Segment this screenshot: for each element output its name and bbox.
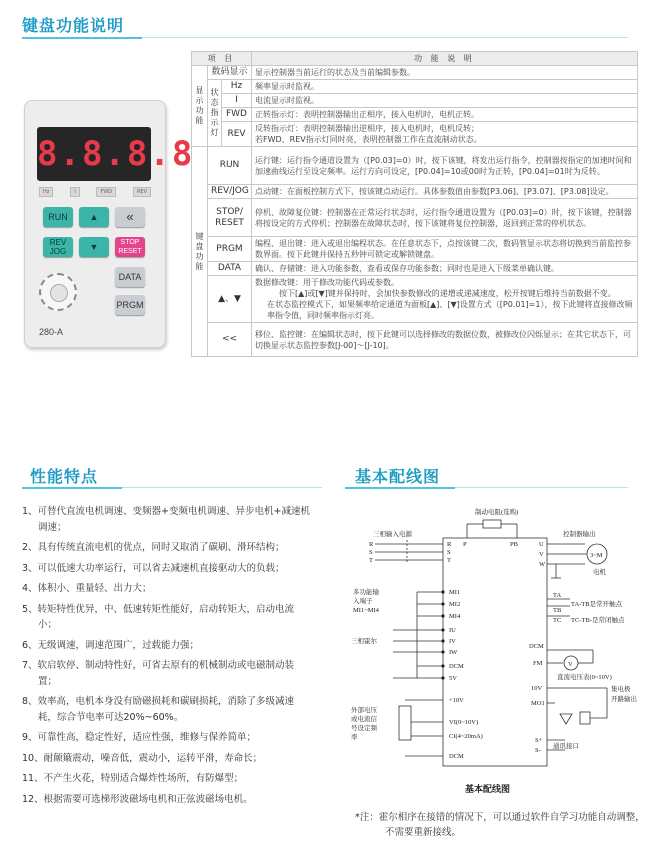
row-key: DATA xyxy=(208,262,252,276)
keypad-section-title: 键盘功能说明 xyxy=(22,16,125,35)
rev-jog-label-1: REV xyxy=(49,238,67,247)
open-collector-label-1: 集电极 xyxy=(611,686,631,693)
input-r-label: R xyxy=(369,541,374,548)
led-rev: REV xyxy=(133,187,151,197)
row-desc-line-2: 按下[▲]或[▼]键并保持时，会加快参数修改的递增或递减速度，松开按键后维持当前数据不变。 xyxy=(279,289,616,298)
terminal-gnd-dcm-label: DCM xyxy=(449,753,464,760)
list-item: 12、根据需要可选梯形波磁场电机和正弦波磁场电机。 xyxy=(22,793,253,805)
table-row xyxy=(192,199,638,237)
terminal-s-plus-label: S+ xyxy=(535,737,543,744)
ext-signal-label-4: 率 xyxy=(351,734,358,741)
table-row xyxy=(192,108,638,122)
data-button[interactable]: DATA xyxy=(115,267,145,287)
controller-body xyxy=(443,538,547,766)
row-desc: 确认、存储键：进入功能参数，查看或保存功能参数；同时也是进入下级菜单确认键。 xyxy=(252,262,638,276)
rev-jog-button[interactable] xyxy=(43,237,73,257)
row-desc: 停机、故障复位键：控制器在正常运行状态时，运行指令通道设置为（[P0.03]=0）时，按下该键，控制器将按设定的方式停机；控制器在故障状态时，按下该键将复位控制器，返回到正常的停机状态。 xyxy=(252,199,638,237)
terminal-dcm-out-label: DCM xyxy=(529,643,544,650)
row-key: RUN xyxy=(208,147,252,185)
group-keys: 键盘功能 xyxy=(192,147,208,357)
hall-label: 三相霍尔 xyxy=(351,638,377,645)
group-status: 状态指示灯 xyxy=(208,80,222,147)
brake-resistor-label: 制动电阻(选购) xyxy=(475,509,519,516)
terminal-iu-label: IU xyxy=(449,627,456,634)
header-item: 项 目 xyxy=(192,52,252,66)
terminal-r-label: R xyxy=(447,541,452,548)
knob-center xyxy=(50,284,68,302)
row-key: PRGM xyxy=(208,237,252,262)
terminal-iu xyxy=(441,628,444,631)
terminal-iv xyxy=(441,639,444,642)
list-item: 9、可靠性高，稳定性好，适应性强，维修与保养简单； xyxy=(22,732,257,743)
list-item: 5、转矩特性优异，中、低速转矩性能好，启动转矩大，启动电流小； xyxy=(22,603,295,630)
table-row xyxy=(192,276,638,323)
list-item: 2、具有传统直流电机的优点，同时又取消了碳刷、滑环结构； xyxy=(22,542,285,553)
terminal-vi-label: VI(0~10V) xyxy=(449,719,479,726)
terminal-mi4-label: MI4 xyxy=(449,613,461,620)
led-fwd: FWD xyxy=(96,187,116,197)
terminal-5v xyxy=(441,676,444,679)
table-row xyxy=(192,80,638,94)
terminal-pb-label: PB xyxy=(510,541,518,548)
diode-symbol xyxy=(560,714,572,724)
terminal-ta-label: TA xyxy=(553,592,562,599)
list-item: 6、无级调速，调速范围广，过载能力强； xyxy=(22,639,200,651)
terminal-fm-label: FM xyxy=(533,660,543,667)
voltmeter-label: V xyxy=(568,661,573,668)
open-collector-label-2: 开路输出 xyxy=(611,696,637,703)
terminal-ci-label: CI(4~20mA) xyxy=(449,733,483,740)
row-desc-line-1: 数据修改键：用于修改功能代码或参数。 xyxy=(255,278,399,287)
terminal-10v-label: 10V xyxy=(531,685,543,692)
list-item: 4、体积小、重量轻、出力大； xyxy=(22,583,152,594)
motor-symbol-label: 3~M xyxy=(590,552,603,559)
header-desc: 功 能 说 明 xyxy=(252,52,638,66)
multi-input-label-2: 入端子 xyxy=(353,598,373,605)
table-row xyxy=(192,147,638,185)
terminal-mi1 xyxy=(441,590,444,593)
keypad-section-rule xyxy=(22,37,142,39)
wiring-section-rule xyxy=(345,487,455,489)
wiring-caption: 基本配线图 xyxy=(465,785,511,795)
terminal-w-label: W xyxy=(539,561,546,568)
table-row xyxy=(192,237,638,262)
row-desc: 移位、监控键：在编辑状态时，按下此键可以选择修改的数据位数，被修改位闪烁显示；在其它状态下，可切换显示状态监控参数[J-00]～[J-10]。 xyxy=(252,323,638,357)
terminal-iw xyxy=(441,650,444,653)
motor-label: 电机 xyxy=(593,569,606,576)
wiring-section-title: 基本配线图 xyxy=(355,467,441,486)
terminal-s-minus-label: S- xyxy=(535,747,541,754)
ext-signal-label-3: 号设定频 xyxy=(351,725,377,732)
wiring-section-rule-ext xyxy=(455,487,628,488)
led-i: I xyxy=(70,187,79,197)
keypad-device xyxy=(24,100,195,348)
terminal-iw-label: IW xyxy=(449,649,458,656)
shift-button[interactable]: « xyxy=(115,207,145,227)
row-desc-line-2: 若FWD、REV指示灯同时亮，表明控制器工作在直流制动状态。 xyxy=(255,135,482,144)
row-desc xyxy=(252,276,638,323)
list-item: 1、可替代直流电机调速、变频器+变频电机调速、异步电机+减速机调速； xyxy=(22,506,310,533)
features-list xyxy=(22,504,312,812)
terminal-mi2-label: MI2 xyxy=(449,601,461,608)
brake-resistor xyxy=(483,520,501,528)
table-row xyxy=(192,323,638,357)
row-key: FWD xyxy=(222,108,252,122)
terminal-s-label: S xyxy=(447,549,451,556)
prgm-button[interactable]: PRGM xyxy=(115,295,145,315)
row-key: Hz xyxy=(222,80,252,94)
stop-label-2: RESET xyxy=(118,248,142,255)
terminal-dcm xyxy=(441,664,444,667)
table-row xyxy=(192,94,638,108)
ext-signal-label-2: 或电流信 xyxy=(351,716,377,723)
up-button[interactable]: ▲ xyxy=(79,207,109,227)
table-header-row xyxy=(192,52,638,66)
row-desc: 频率显示时监视。 xyxy=(252,80,638,94)
row-desc: 运行键：运行指令通道设置为（[P0.03]=0）时，按下该键，将发出运行指令，控制器按指定的加速时间和加速曲线运行至设定频率。运行方向可设定，[P0.04]=10或00时为正转，[P0.04]=01时为反转。 xyxy=(252,147,638,185)
input-t-label: T xyxy=(369,557,373,564)
multi-input-label-3: MI1~MI4 xyxy=(353,607,379,614)
row-desc: 编程、退出键：进入或退出编程状态。在任意状态下，点按该键二次，数码管显示状态将切换到当前监控参数界面。按下此键并保持五秒钟可锁定或解锁键盘。 xyxy=(252,237,638,262)
features-section-title: 性能特点 xyxy=(30,467,99,486)
row-desc: 正转指示灯：表明控制器输出正相序，接入电机时，电机正转。 xyxy=(252,108,638,122)
controller-output-label: 控制器输出 xyxy=(563,531,596,538)
wiring-diagram xyxy=(345,500,645,800)
ext-signal-label-1: 外部电压 xyxy=(351,707,377,714)
wiring-footnote: *注：霍尔相序在接错的情况下，可以通过软件自学习功能自动调整，不需要重新接线。 xyxy=(355,812,645,838)
terminal-mi4 xyxy=(441,614,444,617)
led-hz: Hz xyxy=(39,187,53,197)
list-item: 11、不产生火花，特别适合爆炸性场所，有防爆型； xyxy=(22,773,244,784)
row-desc xyxy=(252,122,638,147)
dc-meter-label: 直流电压表(0~10V) xyxy=(557,674,612,681)
row-desc: 点动键：在面板控制方式下，按该键点动运行。具体参数值由参数[P3.06]、[P3.07]、[P3.08]设定。 xyxy=(252,185,638,199)
status-led-row xyxy=(39,187,151,197)
list-item: 3、可以低速大功率运行，可以省去减速机直接驱动大的负载； xyxy=(22,562,285,574)
stop-label-1: STOP xyxy=(120,239,140,246)
potentiometer-knob[interactable] xyxy=(39,273,77,311)
features-section-rule xyxy=(22,487,122,489)
terminal-5v-label: 5V xyxy=(449,675,457,682)
row-desc-line-1: 反转指示灯：表明控制器输出逆相序，接入电机时，电机反转； xyxy=(255,124,479,133)
seven-segment-display: 8.8.8.8 xyxy=(37,127,151,181)
multi-input-label-1: 多功能输 xyxy=(353,589,379,596)
row-key: REV/JOG xyxy=(208,185,252,199)
table-row xyxy=(192,185,638,199)
run-button[interactable]: RUN xyxy=(43,207,73,227)
terminal-mi2 xyxy=(441,602,444,605)
table-row xyxy=(192,66,638,80)
row-key: STOP/ RESET xyxy=(208,199,252,237)
row-key: ▲、▼ xyxy=(208,276,252,323)
group-display: 显示功能 xyxy=(192,66,208,147)
ta-tb-note: TA-TB是常开触点 xyxy=(571,601,623,608)
terminal-tc-label: TC xyxy=(553,617,562,624)
terminal-plus10v-label: +10V xyxy=(449,697,464,704)
terminal-t-label: T xyxy=(447,557,451,564)
row-desc-line-3: 在状态监控模式下，如果频率给定通道为面板[▲]、[▼]设置方式（[P0.01]=1），按下此键将直接修改频率指令值，同时频率指示灯亮。 xyxy=(267,300,633,320)
down-button[interactable]: ▼ xyxy=(79,237,109,257)
row-key: 数码显示 xyxy=(208,66,252,80)
tc-tb-note: TC-TB-是常闭触点 xyxy=(571,617,625,624)
row-key: << xyxy=(208,323,252,357)
row-desc: 显示控制器当前运行的状态及当前编辑参数。 xyxy=(252,66,638,80)
comm-interface-label: 通讯接口 xyxy=(553,743,579,750)
key-function-table xyxy=(191,51,638,357)
table-row xyxy=(192,262,638,276)
table-row xyxy=(192,122,638,147)
list-item: 8、效率高，电机本身没有励磁损耗和碳刷损耗，消除了多级减速耗，综合节电率可达20%~60%。 xyxy=(22,696,295,723)
list-item: 7、软启软停、制动特性好，可省去原有的机械制动或电磁制动装置； xyxy=(22,660,295,687)
input-s-label: S xyxy=(369,549,373,556)
external-pot xyxy=(399,706,411,740)
terminal-mi1-label: MI1 xyxy=(449,589,461,596)
relay-coil xyxy=(580,712,590,724)
terminal-p-label: P xyxy=(463,541,467,548)
terminal-iv-label: IV xyxy=(449,638,456,645)
keypad-section-rule-ext xyxy=(142,37,628,38)
rev-jog-label-2: JOG xyxy=(49,247,67,256)
model-label: 280-A xyxy=(39,327,64,337)
list-item: 10、耐颠簸震动，噪音低，震动小，运转平滑，寿命长； xyxy=(22,752,263,764)
row-desc: 电流显示时监视。 xyxy=(252,94,638,108)
terminal-u-label: U xyxy=(539,541,544,548)
row-key: REV xyxy=(222,122,252,147)
terminal-tb-label: TB xyxy=(553,607,562,614)
stop-reset-button[interactable] xyxy=(115,237,145,257)
terminal-dcm-label: DCM xyxy=(449,663,464,670)
three-phase-input-label: 三相输入电源 xyxy=(373,531,412,538)
row-key: I xyxy=(222,94,252,108)
terminal-mo1-label: MO1 xyxy=(531,700,545,707)
terminal-v-label: V xyxy=(539,551,544,558)
features-section-rule-ext xyxy=(122,487,322,488)
